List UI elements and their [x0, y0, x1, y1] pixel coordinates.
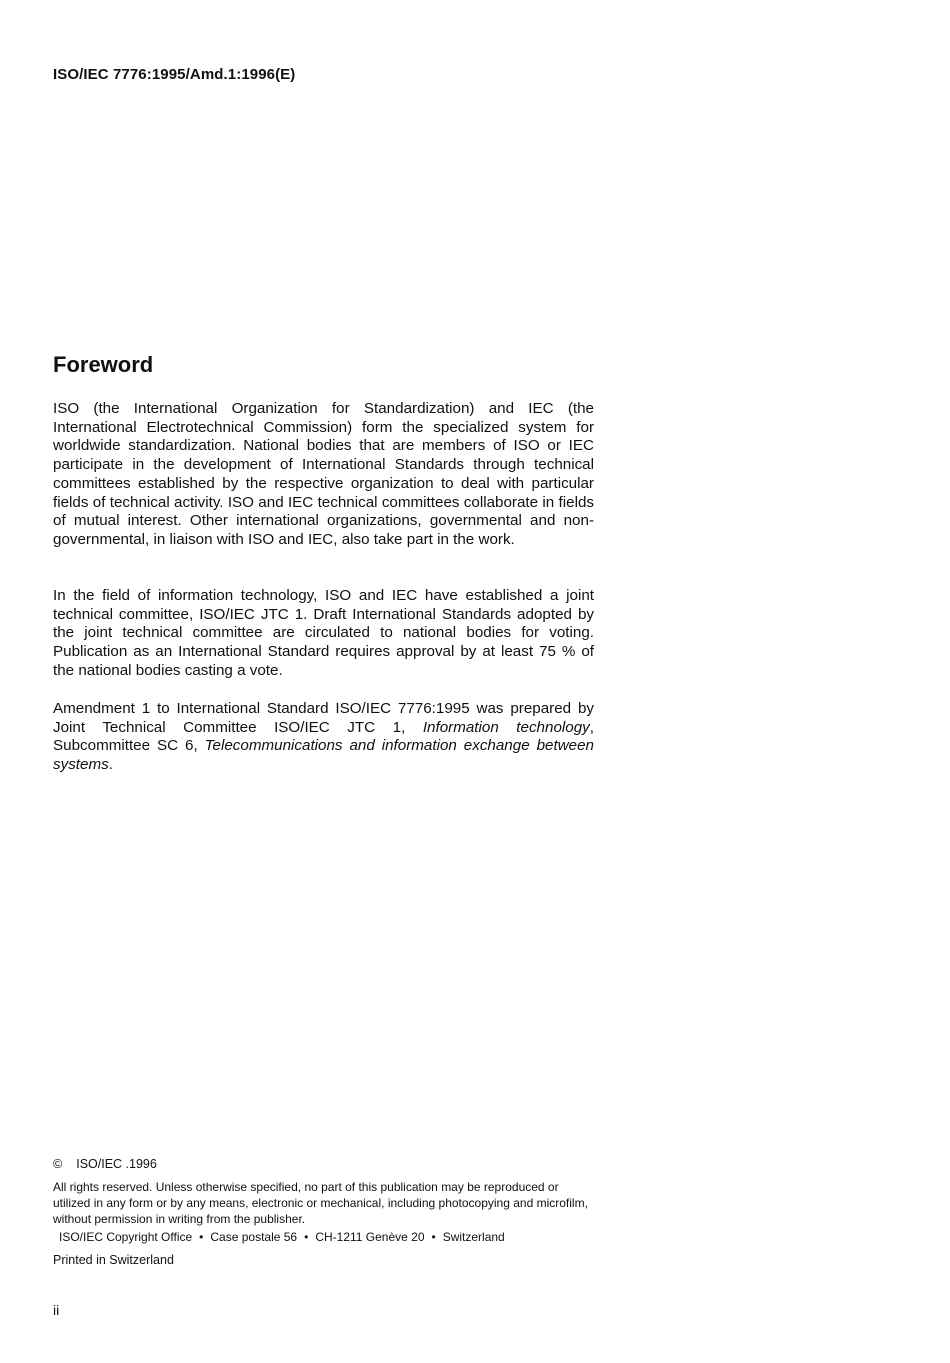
foreword-paragraph-3	[53, 700, 594, 775]
paragraph-3-text-1: Amendment 1 to International Standard ISO/IEC 7776:1995 was prepared by Joint Technical Committee ISO/IEC JTC 1,	[53, 700, 594, 736]
rights-statement: All rights reserved. Unless otherwise specified, no part of this publication may be reproduced or utilized in any form or by any means, electronic or mechanical, including photocopying and microfilm, without permission in writing from the publisher.	[53, 1180, 588, 1226]
office-name: ISO/IEC Copyright Office	[59, 1230, 193, 1244]
bullet-separator: •	[304, 1230, 309, 1244]
copyright-line	[53, 1157, 157, 1171]
copyright-office-address	[59, 1230, 505, 1244]
copyright-icon: ©	[53, 1157, 63, 1171]
paragraph-3-text-3: .	[108, 756, 113, 774]
foreword-paragraph-2: In the field of information technology, ISO and IEC have established a joint technical committee, ISO/IEC JTC 1. Draft International Standards adopted by the joint technical committee are circulated to national bodies for voting. Publication as an International Standard requires approval by at least 75 % of the national bodies casting a vote.	[53, 587, 594, 679]
postal-city: CH-1211 Genève 20	[315, 1230, 425, 1244]
foreword-title: Foreword	[53, 352, 154, 377]
foreword-paragraph-1: ISO (the International Organization for Standardization) and IEC (the International Electrotechnical Commission) form the specialized system for worldwide standardization. National bodies that are members of ISO or IEC participate in the development of International Standards through technical committees established by the respective organization to deal with particular fields of technical activity. ISO and IEC technical committees collaborate in fields of mutual interest. Other international organizations, governmental and non-governmental, in liaison with ISO and IEC, also take part in the work.	[53, 400, 594, 548]
country: Switzerland	[442, 1230, 505, 1244]
postal-box: Case postale 56	[210, 1230, 298, 1244]
committee-title: Information technology	[422, 718, 590, 736]
bullet-separator: •	[199, 1230, 204, 1244]
document-reference: ISO/IEC 7776:1995/Amd.1:1996(E)	[53, 66, 296, 83]
copyright-holder: ISO/IEC .1996	[76, 1157, 157, 1171]
bullet-separator: •	[431, 1230, 436, 1244]
subcommittee-title: Telecommunications and information exchange between systems	[53, 737, 595, 774]
printed-in: Printed in Switzerland	[53, 1253, 174, 1267]
paragraph-3-text-2: , Subcommittee SC 6,	[53, 718, 594, 755]
page-number: ii	[53, 1302, 60, 1318]
